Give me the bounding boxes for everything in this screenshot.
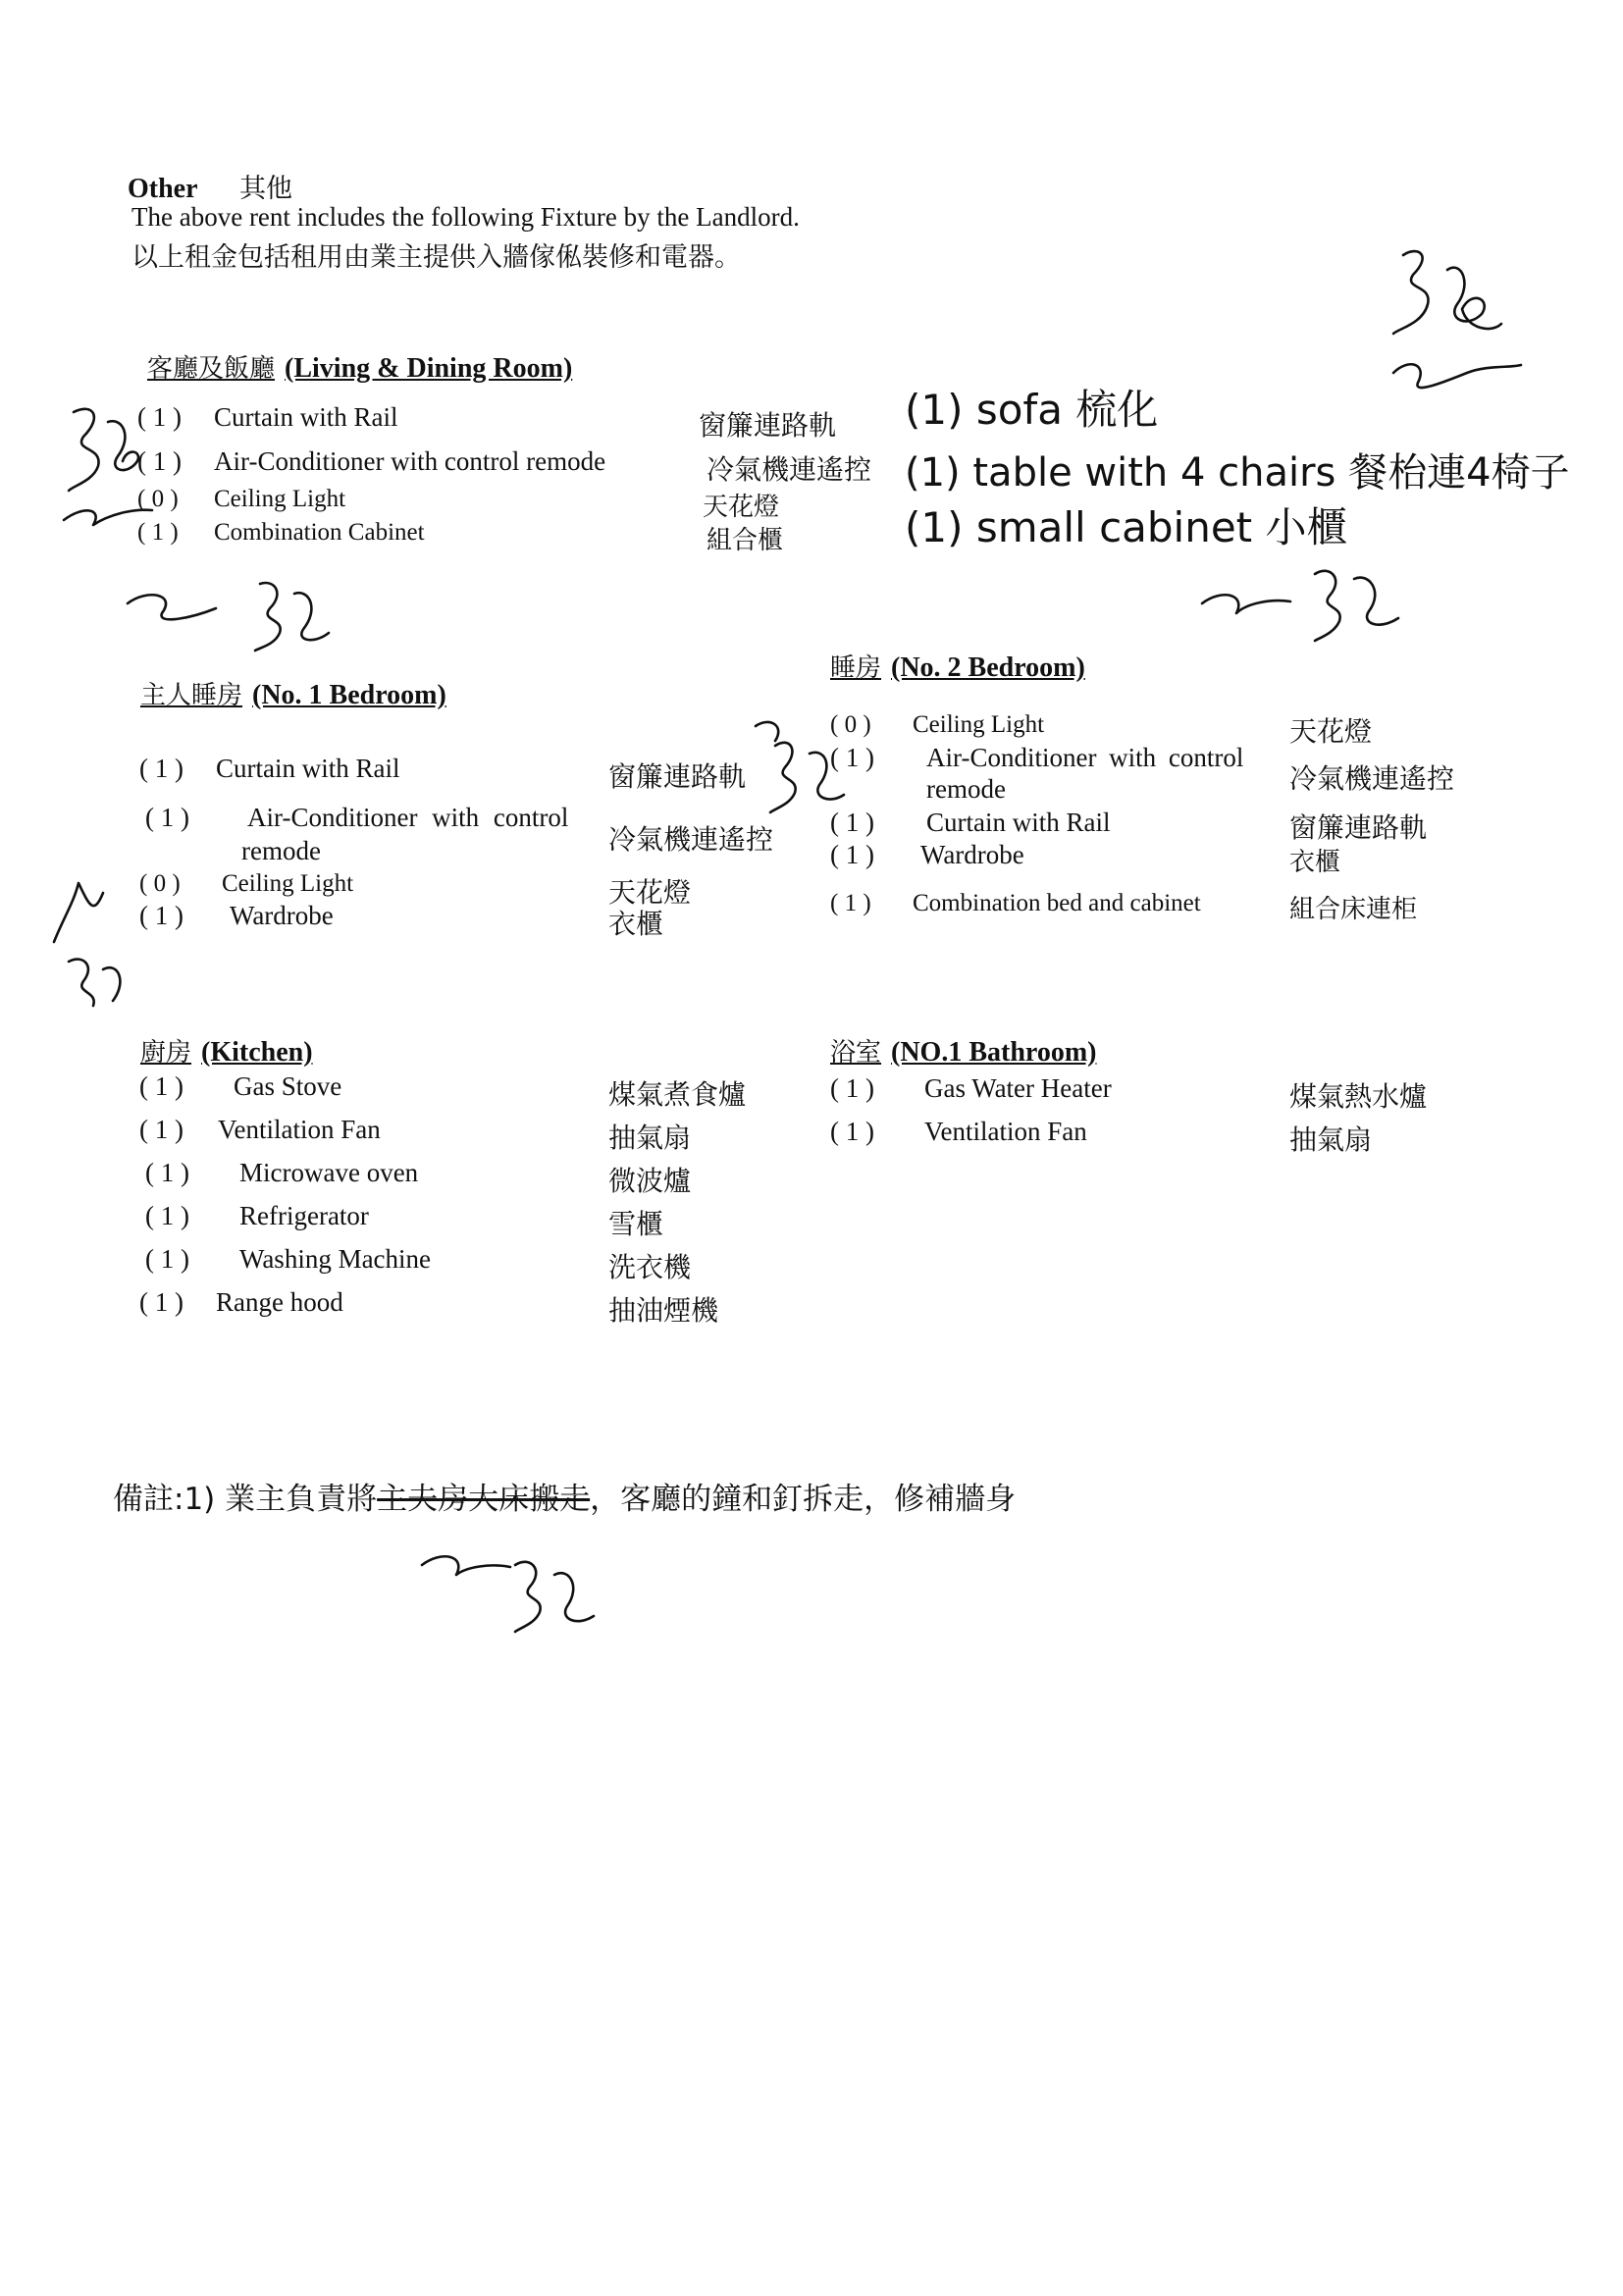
list-item: ( 0 ) Ceiling Light bbox=[137, 486, 346, 512]
bathroom-title-en: (NO.1 Bathroom) bbox=[891, 1037, 1097, 1068]
list-item-cn: 雪櫃 bbox=[608, 1208, 664, 1240]
signature-left-bedroom1 bbox=[44, 863, 152, 1020]
signature-left-living bbox=[54, 392, 191, 530]
list-item-cn: 組合櫃 bbox=[707, 526, 784, 555]
list-item-cn: 抽氣扇 bbox=[1289, 1123, 1373, 1156]
list-item-cn: 天花燈 bbox=[703, 493, 780, 522]
list-item: ( 1 ) Combination bed and cabinet bbox=[830, 890, 1201, 916]
signature-top-right bbox=[1374, 235, 1541, 402]
living-room-title-cn: 客廳及飯廳 bbox=[147, 354, 276, 384]
handwritten-sofa: (1) sofa 梳化 bbox=[905, 386, 1159, 434]
list-item-cn: 冷氣機連遙控 bbox=[1289, 762, 1455, 795]
list-item: ( 0 ) Ceiling Light bbox=[830, 711, 1045, 738]
intro-line-cn: 以上租金包括租用由業主提供入牆傢俬裝修和電器。 bbox=[131, 242, 741, 273]
list-item-cn: 窗簾連路軌 bbox=[1289, 811, 1428, 844]
list-item: ( 1 ) Microwave oven bbox=[145, 1158, 419, 1187]
kitchen-title-cn: 廚房 bbox=[140, 1038, 192, 1068]
signature-remark bbox=[412, 1526, 608, 1653]
list-item-cn: 抽油煙機 bbox=[608, 1294, 719, 1327]
list-item: ( 1 ) Air-Conditioner with control bbox=[145, 803, 569, 832]
list-item: ( 1 ) Curtain with Rail bbox=[139, 754, 400, 783]
list-item-cn: 抽氣扇 bbox=[608, 1122, 692, 1154]
list-item-continuation: remode bbox=[241, 836, 321, 865]
other-heading-en: Other bbox=[128, 174, 198, 204]
signature-middle bbox=[746, 706, 864, 834]
list-item: ( 1 ) Gas Water Heater bbox=[830, 1073, 1112, 1103]
other-heading bbox=[128, 167, 292, 205]
signature-bedroom2 bbox=[1192, 545, 1428, 652]
intro-line-en: The above rent includes the following Fixture by the Landlord. bbox=[131, 202, 800, 232]
bedroom1-title-cn: 主人睡房 bbox=[140, 681, 243, 710]
list-item: ( 1 ) Curtain with Rail bbox=[830, 808, 1111, 837]
remark-line bbox=[113, 1474, 1016, 1518]
list-item-cn: 洗衣機 bbox=[608, 1251, 692, 1283]
list-item: ( 1 ) Washing Machine bbox=[145, 1244, 432, 1274]
list-item-continuation: remode bbox=[926, 774, 1006, 804]
bedroom2-title-en: (No. 2 Bedroom) bbox=[891, 652, 1085, 683]
list-item: ( 1 ) Ventilation Fan bbox=[139, 1115, 381, 1144]
list-item-cn: 窗簾連路軌 bbox=[608, 760, 747, 793]
list-item: ( 1 ) Refrigerator bbox=[145, 1201, 369, 1230]
list-item: ( 1 ) Air-Conditioner with control remode bbox=[137, 446, 606, 476]
list-item: ( 0 ) Ceiling Light bbox=[139, 870, 354, 897]
list-item-cn: 組合床連柜 bbox=[1289, 895, 1418, 924]
living-room-title-en: (Living & Dining Room) bbox=[285, 353, 573, 384]
list-item: ( 1 ) Wardrobe bbox=[139, 901, 334, 930]
kitchen-title-en: (Kitchen) bbox=[201, 1037, 313, 1068]
bedroom1-title bbox=[140, 675, 446, 711]
bathroom-title bbox=[830, 1032, 1096, 1069]
bedroom1-title-en: (No. 1 Bedroom) bbox=[252, 680, 446, 710]
list-item-cn: 天花燈 bbox=[608, 876, 692, 909]
kitchen-title bbox=[140, 1032, 313, 1069]
list-item-cn: 冷氣機連遙控 bbox=[707, 453, 872, 486]
living-room-title bbox=[147, 348, 572, 385]
list-item-cn: 衣櫃 bbox=[1289, 848, 1341, 877]
remark-suffix: ，客廳的鐘和釘拆走，修補牆身 bbox=[590, 1482, 1017, 1517]
remark-prefix: 備註:1) 業主負責將 bbox=[113, 1482, 378, 1517]
list-item: ( 1 ) Gas Stove bbox=[139, 1071, 342, 1101]
list-item: ( 1 ) Wardrobe bbox=[830, 840, 1024, 869]
bedroom2-title bbox=[830, 648, 1085, 684]
list-item-cn: 煤氣煮食爐 bbox=[608, 1078, 747, 1111]
list-item-cn: 衣櫃 bbox=[608, 908, 664, 940]
list-item-cn: 天花燈 bbox=[1289, 715, 1373, 748]
list-item-cn: 微波爐 bbox=[608, 1165, 692, 1197]
remark-struck-text: 主夫房大床搬走 bbox=[377, 1482, 591, 1517]
signature-below-living bbox=[118, 564, 353, 662]
list-item: ( 1 ) Curtain with Rail bbox=[137, 402, 398, 432]
list-item: ( 1 ) Combination Cabinet bbox=[137, 519, 425, 546]
list-item: ( 1 ) Ventilation Fan bbox=[830, 1117, 1087, 1146]
list-item: ( 1 ) Air-Conditioner with control bbox=[830, 743, 1244, 772]
list-item-cn: 窗簾連路軌 bbox=[699, 409, 837, 442]
list-item-cn: 冷氣機連遙控 bbox=[608, 823, 774, 856]
other-heading-cn: 其他 bbox=[239, 174, 293, 204]
handwritten-small-cabinet: (1) small cabinet 小櫃 bbox=[905, 503, 1348, 551]
bedroom2-title-cn: 睡房 bbox=[830, 653, 882, 683]
bathroom-title-cn: 浴室 bbox=[830, 1038, 882, 1068]
list-item: ( 1 ) Range hood bbox=[139, 1287, 343, 1317]
handwritten-table-chairs: (1) table with 4 chairs 餐枱連4椅子 bbox=[905, 450, 1570, 496]
list-item-cn: 煤氣熱水爐 bbox=[1289, 1080, 1428, 1113]
